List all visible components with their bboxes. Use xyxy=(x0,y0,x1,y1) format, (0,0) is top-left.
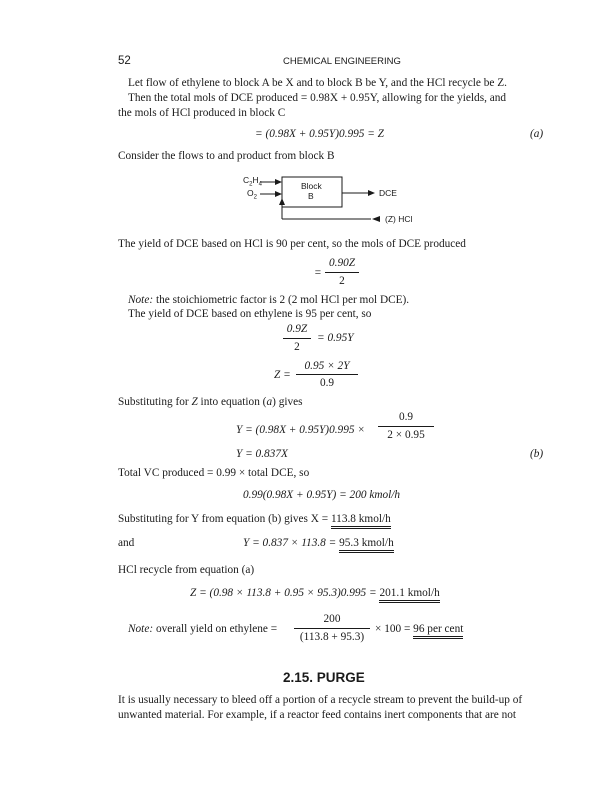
z1-fraction-bar xyxy=(283,338,311,339)
dce-numerator: 0.90Z xyxy=(328,257,356,269)
block-b-label: Block xyxy=(301,181,322,191)
yield-ethylene-text: The yield of DCE based on ethylene is 95 per cent, so xyxy=(128,308,372,320)
y1-lhs: Y = (0.98X + 0.95Y)0.995 × xyxy=(236,424,365,436)
note-overall-yield: Note: overall yield on ethylene = xyxy=(128,623,278,635)
block-b-diagram xyxy=(230,172,450,232)
y1-numerator: 0.9 xyxy=(398,411,414,423)
equation-a: = (0.98X + 0.95Y)0.995 = Z xyxy=(255,128,384,140)
dce-fraction-bar xyxy=(325,272,359,273)
equation-b-label: (b) xyxy=(530,448,544,460)
dce-denominator: 2 xyxy=(339,275,345,287)
yield-rhs: × 100 = 96 per cent xyxy=(375,624,463,635)
consider-text: Consider the flows to and product from block B xyxy=(118,150,335,162)
running-title: CHEMICAL ENGINEERING xyxy=(283,56,401,67)
vc-text: Total VC produced = 0.99 × total DCE, so xyxy=(118,467,310,479)
z-final-line: Z = (0.98 × 113.8 + 0.95 × 95.3)0.995 = 201.1 kmol/h xyxy=(190,588,440,599)
z1-denominator: 2 xyxy=(294,341,300,353)
substitute-y-text: Substituting for Y from equation (b) gives X = 113.8 kmol/h xyxy=(118,514,391,525)
yield-denominator: (113.8 + 95.3) xyxy=(299,631,365,643)
o2-label: $O_2$ xyxy=(247,188,257,201)
z2-numerator: 0.95 × 2Y xyxy=(304,360,350,372)
eq-sign: = xyxy=(314,267,322,279)
substituting-text: Substituting for Z into equation (a) gives xyxy=(118,396,303,408)
note-stoich: Note: the stoichiometric factor is 2 (2 mol HCl per mol DCE). xyxy=(128,294,410,306)
yield-hcl-text: The yield of DCE based on HCl is 90 per cent, so the mols of DCE produced xyxy=(118,238,466,250)
dce-label: DCE xyxy=(379,188,397,198)
yield-numerator: 200 xyxy=(323,613,341,625)
z2-denominator: 0.9 xyxy=(319,377,335,389)
yield-fraction-bar xyxy=(294,628,370,629)
y1-fraction-bar xyxy=(378,426,434,427)
y-result: 95.3 kmol/h xyxy=(339,537,394,553)
paragraph-line: Then the total mols of DCE produced = 0.98X + 0.95Y, allowing for the yields, and xyxy=(128,92,507,104)
y1-denominator: 2 × 0.95 xyxy=(387,429,425,441)
equation-a-label: (a) xyxy=(530,128,544,140)
vc-equation: 0.99(0.98X + 0.95Y) = 200 kmol/h xyxy=(243,489,401,501)
section-heading: 2.15. PURGE xyxy=(283,670,365,685)
and-word: and xyxy=(118,537,135,549)
page-number: 52 xyxy=(118,55,131,67)
y-result-line: Y = 0.837 × 113.8 = 95.3 kmol/h xyxy=(243,538,394,549)
paragraph-line: Let flow of ethylene to block A be X and to block B be Y, and the HCl recycle be Z. xyxy=(128,77,507,89)
purge-paragraph-line: unwanted material. For example, if a reactor feed contains inert components that are not xyxy=(118,709,517,721)
purge-paragraph-line: It is usually necessary to bleed off a portion of a recycle stream to prevent the build-up of xyxy=(118,694,523,706)
hcl-recycle-text: HCl recycle from equation (a) xyxy=(118,564,255,576)
paragraph-line: the mols of HCl produced in block C xyxy=(118,107,286,119)
z2-lhs: Z = xyxy=(274,369,291,381)
equation-b: Y = 0.837X xyxy=(236,448,288,460)
yield-result: 96 per cent xyxy=(413,623,463,639)
block-b-letter: B xyxy=(308,191,314,201)
z1-rhs: = 0.95Y xyxy=(317,332,354,344)
z2-fraction-bar xyxy=(296,374,358,375)
z1-numerator: 0.9Z xyxy=(286,323,308,335)
c2h4-label: $C_2H_4$ xyxy=(243,175,262,188)
hcl-recycle-label: (Z) HCl xyxy=(385,214,413,224)
z-result: 201.1 kmol/h xyxy=(379,587,439,603)
x-result: 113.8 kmol/h xyxy=(331,513,391,529)
